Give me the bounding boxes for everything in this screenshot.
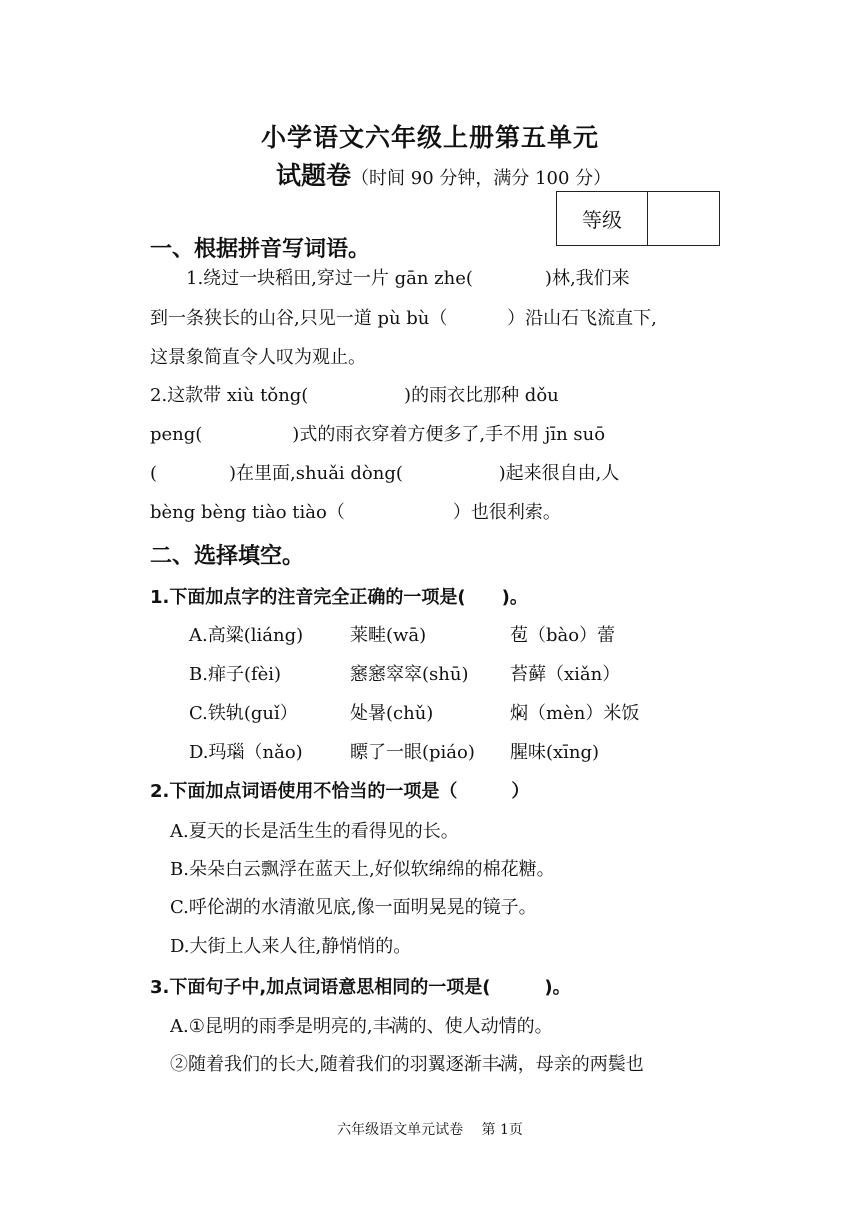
dotted-word: 活生生 • — [279, 821, 333, 842]
s1-line-4: 2.这款带 xiù tǒng( )的雨衣比那种 dǒu — [150, 385, 559, 406]
exam-subtitle — [276, 156, 611, 192]
grade-box — [556, 191, 720, 246]
q1-option-b-3: 苔藓 •（xiǎn） — [510, 660, 620, 686]
dotted-char: 瞟 • — [350, 742, 368, 763]
q1-option-d-2: 瞟 •了一眼(piáo) — [350, 738, 475, 764]
q3-option-a-1: A.①昆明的雨季是明亮的,丰满 •的、使人动情的。 — [170, 1012, 553, 1038]
dotted-word: 明晃晃 • — [411, 897, 465, 918]
dotted-char: 藓 • — [528, 664, 546, 685]
dotted-char: 腥 • — [510, 742, 528, 763]
dotted-word: 丰满 • — [373, 1016, 409, 1037]
dotted-char: 粱 • — [226, 625, 244, 646]
q1-option-c-3: 焖 •（mèn）米饭 — [510, 699, 639, 725]
exam-title: 小学语文六年级上册第五单元 — [260, 123, 599, 152]
dotted-char: 轨 • — [226, 703, 244, 724]
s1-line-5: peng( )式的雨衣穿着方便多了,手不用 jīn suō — [150, 424, 606, 445]
section2-title: 二、选择填空。 — [150, 544, 305, 569]
s1-line-6: ( )在里面,shuǎi dòng( )起来很自由,人 — [150, 463, 620, 484]
q1-stem: 1.下面加点字的注音完全正确的一项是( )。 — [150, 587, 528, 608]
section1-title: 一、根据拼音写词语。 — [150, 237, 371, 262]
s1-line-1: 1.绕过一块稻田,穿过一片 gān zhe( )林,我们来 — [186, 268, 630, 289]
dotted-word: 静悄悄 • — [321, 936, 375, 957]
q1-option-d-1: D.玛瑙 •（nǎo) — [189, 738, 303, 764]
q2-option-b: B.朵朵白云飘浮在蓝天上,好似软绵绵 •的棉花糖。 — [170, 855, 555, 881]
q1-option-a-1: A.高粱 •(liáng) — [189, 621, 303, 647]
q3-option-a-2: ②随着我们的长大,随着我们的羽翼逐渐丰满 •，母亲的两鬓也 — [170, 1050, 644, 1076]
dotted-char: 痱 • — [208, 664, 226, 685]
q2-option-a: A.夏天的长是活生生 •的看得见的长。 — [170, 817, 459, 843]
dotted-word: 丰满 • — [482, 1054, 518, 1075]
q1-option-b-2: 窸窸窣窣(shū) — [350, 664, 469, 685]
dotted-word: 软绵绵 • — [411, 859, 465, 880]
dotted-char: 畦 • — [368, 625, 386, 646]
q2-option-d: D.大街上人来人往,静悄悄 •的。 — [170, 932, 411, 958]
q1-option-d-3: 腥 •味(xīng) — [510, 738, 599, 764]
q2-stem: 2.下面加点词语使用不恰当的一项是（ ） — [150, 781, 530, 802]
dotted-char: 瑙 • — [227, 742, 245, 763]
q1-option-a-2: 莱畦 •(wā) — [350, 621, 426, 647]
dotted-char: 苞 • — [510, 625, 528, 646]
s1-line-2: 到一条狭长的山谷,只见一道 pù bù（ ）沿山石飞流直下, — [150, 308, 657, 329]
q2-option-c: C.呼伦湖的水清澈见底,像一面明晃晃 •的镜子。 — [170, 893, 537, 919]
dotted-char: 处 • — [350, 703, 368, 724]
subtitle-main: 试题卷 — [276, 161, 352, 190]
q1-option-c-2: 处 •暑(chǔ) — [350, 699, 433, 725]
grade-value — [648, 192, 719, 245]
subtitle-time-score: （时间 90 分钟，满分 100 分） — [351, 168, 612, 189]
q3-stem: 3.下面句子中,加点词语意思相同的一项是( )。 — [150, 977, 571, 998]
s1-line-7: bèng bèng tiào tiào（ ）也很利索。 — [150, 502, 561, 523]
q1-option-a-3: 苞 •（bào）蕾 — [510, 621, 615, 647]
grade-label: 等级 — [557, 192, 648, 245]
dotted-char: 焖 • — [510, 703, 528, 724]
q1-option-b-1: B.痱 •子(fèi) — [189, 660, 281, 686]
s1-line-3: 这景象简直令人叹为观止。 — [150, 347, 366, 368]
page-footer: 六年级语文单元试卷 第 1页 — [337, 1122, 523, 1138]
q1-option-c-1: C.铁轨 •(guǐ） — [189, 699, 298, 725]
